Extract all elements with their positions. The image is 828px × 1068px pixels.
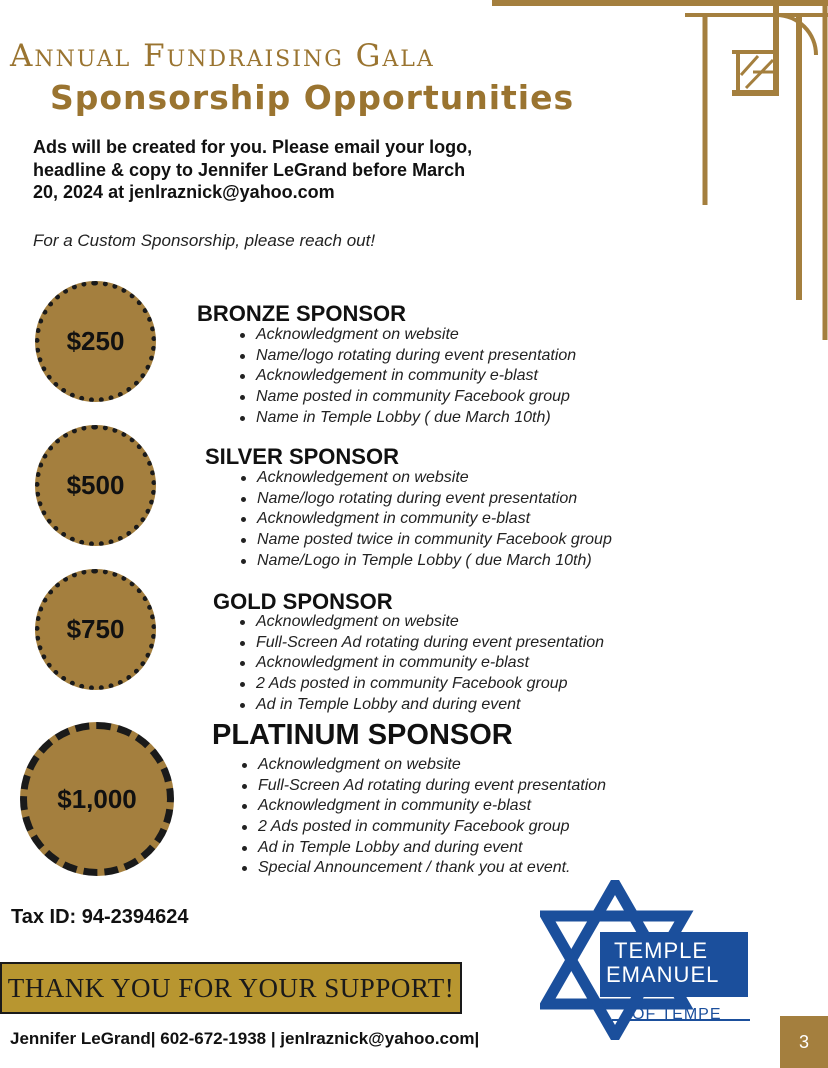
intro-text: Ads will be created for you. Please email your logo, headline & copy to Jennifer LeGrand before March 20, 2024 at jenlraznick@yahoo.com	[33, 137, 473, 202]
list-item: Ad in Temple Lobby and during event	[238, 838, 606, 859]
list-item: Acknowledgement in community e-blast	[236, 366, 576, 387]
list-item: Acknowledgment on website	[238, 755, 606, 776]
platinum-price: $1,000	[57, 783, 137, 814]
list-item: Name/logo rotating during event presentation	[236, 346, 576, 367]
custom-sponsorship-note: For a Custom Sponsorship, please reach out!	[33, 231, 376, 250]
list-item: Acknowledgment on website	[236, 325, 576, 346]
tax-id: Tax ID: 94-2394624	[11, 906, 189, 928]
logo-line-emanuel: EMANUEL	[606, 962, 720, 987]
list-item: Acknowledgment in community e-blast	[236, 653, 604, 674]
contact-line: Jennifer LeGrand| 602-672-1938 | jenlraznick@yahoo.com|	[10, 1029, 480, 1048]
list-item: Name posted twice in community Facebook group	[237, 530, 612, 551]
list-item: 2 Ads posted in community Facebook group	[236, 674, 604, 695]
page-number: 3	[780, 1016, 828, 1068]
list-item: Name/logo rotating during event presentation	[237, 489, 612, 510]
list-item: Acknowledgment in community e-blast	[237, 509, 612, 530]
list-item: Full-Screen Ad rotating during event presentation	[236, 633, 604, 654]
gold-price-badge	[35, 569, 156, 690]
platinum-benefits-list	[238, 755, 606, 879]
list-item: Name/Logo in Temple Lobby ( due March 10th)	[237, 551, 612, 572]
list-item: Ad in Temple Lobby and during event	[236, 695, 604, 716]
gold-price: $750	[66, 614, 125, 644]
silver-price-badge	[35, 425, 156, 546]
platinum-tier-title: PLATINUM SPONSOR	[212, 719, 513, 751]
logo-line-of-tempe: OF TEMPE	[632, 1006, 722, 1023]
list-item: Acknowledgment in community e-blast	[238, 796, 606, 817]
list-item: 2 Ads posted in community Facebook group	[238, 817, 606, 838]
platinum-price-badge	[20, 722, 174, 876]
bronze-benefits-list	[236, 325, 576, 428]
list-item: Acknowledgement on website	[237, 468, 612, 489]
gold-tier-title: GOLD SPONSOR	[213, 589, 393, 614]
list-item: Acknowledgment on website	[236, 612, 604, 633]
bronze-price-badge	[35, 281, 156, 402]
temple-emanuel-logo	[540, 880, 752, 1040]
silver-benefits-list	[237, 468, 612, 571]
thank-you-banner: THANK YOU FOR YOUR SUPPORT!	[0, 962, 462, 1014]
silver-price: $500	[66, 470, 125, 500]
bronze-price: $250	[66, 326, 125, 356]
page-title: Sponsorship Opportunities	[50, 78, 575, 117]
silver-tier-title: SILVER SPONSOR	[205, 444, 399, 469]
art-deco-corner-ornament	[480, 0, 828, 340]
bronze-tier-title: BRONZE SPONSOR	[197, 301, 407, 326]
list-item: Full-Screen Ad rotating during event presentation	[238, 776, 606, 797]
gold-benefits-list	[236, 612, 604, 715]
gala-title: Annual Fundraising Gala	[10, 38, 435, 74]
list-item: Name in Temple Lobby ( due March 10th)	[236, 408, 576, 429]
list-item: Name posted in community Facebook group	[236, 387, 576, 408]
logo-line-temple: TEMPLE	[614, 938, 709, 963]
list-item: Special Announcement / thank you at event.	[238, 858, 606, 879]
